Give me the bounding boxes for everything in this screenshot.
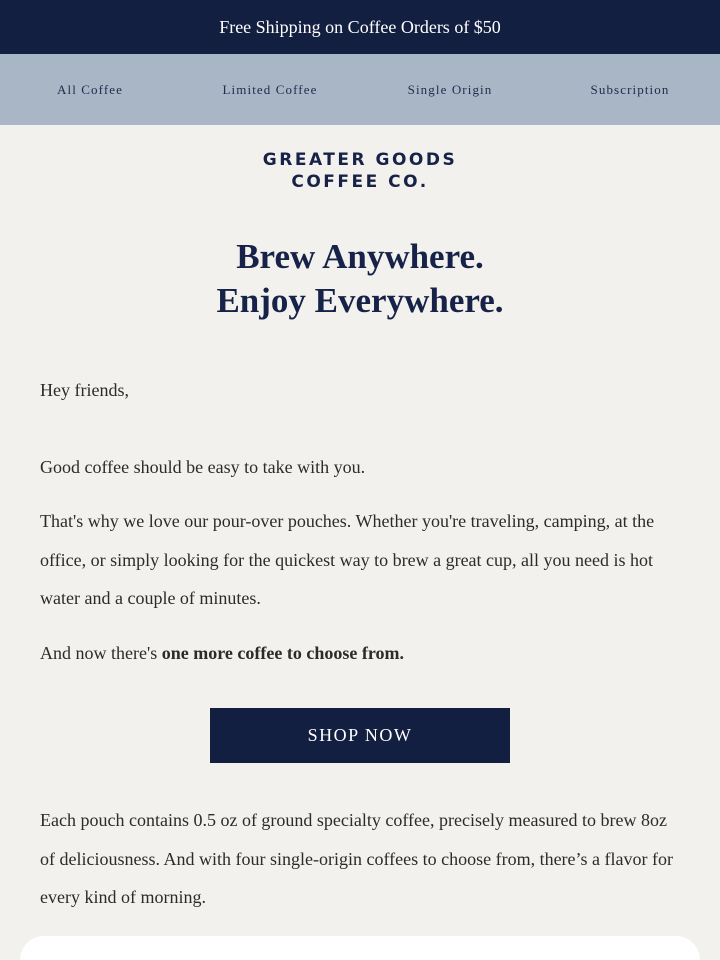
body-paragraph-4: Each pouch contains 0.5 oz of ground specialty coffee, precisely measured to brew 8oz of deliciousness. And with four single-origin coffees to choose from, there’s a flavor for every kind of morning. xyxy=(40,810,674,907)
nav-item-subscription[interactable]: Subscription xyxy=(590,81,670,97)
body-paragraph-2: That's why we love our pour-over pouches. Whether you're traveling, camping, at the office, or simply looking for the quickest way to brew a great cup, all you need is hot water and a couple of minutes. xyxy=(40,511,655,608)
cta-container xyxy=(40,708,680,763)
shipping-banner-text: Free Shipping on Coffee Orders of $50 xyxy=(219,16,501,37)
body-paragraph-1: Good coffee should be easy to take with you. xyxy=(40,456,366,477)
category-nav xyxy=(0,54,720,125)
nav-item-all-coffee[interactable]: All Coffee xyxy=(57,81,123,97)
paragraph-3-emphasis: one more coffee to choose from. xyxy=(161,642,404,663)
headline-line-1: Brew Anywhere. xyxy=(236,237,484,276)
nav-item-limited-coffee[interactable]: Limited Coffee xyxy=(222,81,318,97)
headline-line-2: Enjoy Everywhere. xyxy=(216,281,504,320)
nav-item-single-origin[interactable]: Single Origin xyxy=(407,81,493,97)
brand-logo[interactable] xyxy=(0,149,720,193)
paragraph-3-prefix: And now there's xyxy=(40,642,162,663)
body-paragraph-3 xyxy=(40,634,680,673)
logo-line-1: GREATER GOODS xyxy=(262,150,458,170)
logo-line-2: COFFEE CO. xyxy=(291,172,429,192)
greeting-text: Hey friends, xyxy=(40,380,129,400)
email-body xyxy=(0,371,720,917)
shop-now-button[interactable]: SHOP NOW xyxy=(210,708,510,763)
shipping-banner xyxy=(0,0,720,54)
product-card xyxy=(20,936,700,960)
headline xyxy=(0,235,720,323)
